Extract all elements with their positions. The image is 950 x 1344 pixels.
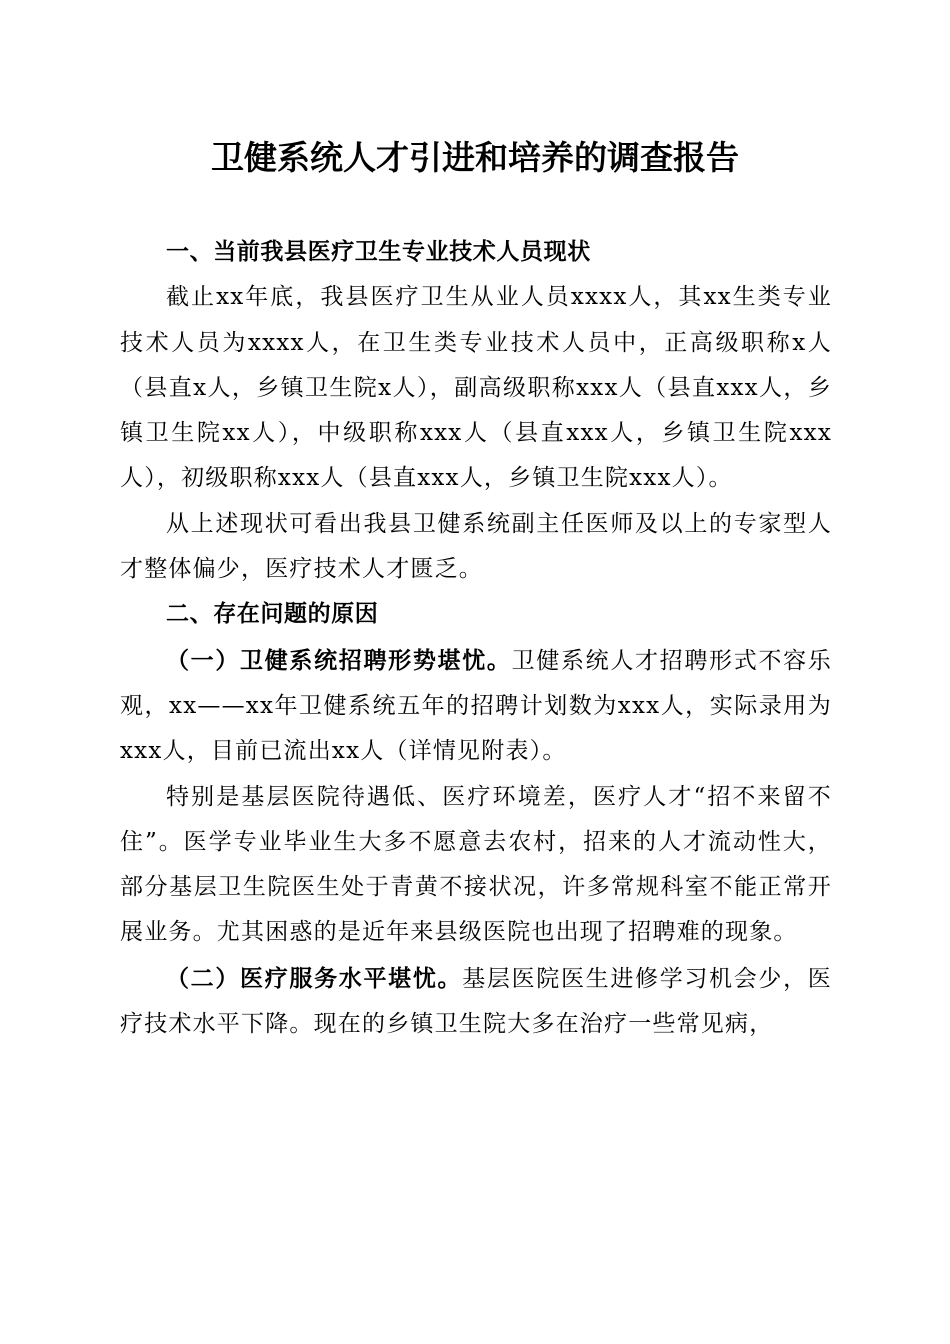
section-heading-2: 二、存在问题的原因 xyxy=(166,601,379,628)
paragraph-conclusion: 从上述现状可看出我县卫健系统副主任医师及以上的专家型人才整体偏少，医疗技术人才匮乏。 xyxy=(120,510,832,583)
document-body xyxy=(120,230,832,1047)
subheading-recruitment: （一）卫健系统招聘形势堪忧。 xyxy=(166,646,512,674)
paragraph-staff-status: 截止xx年底，我县医疗卫生从业人员xxxx人，其xx生类专业技术人员为xxxx人，在卫生类专业技术人员中，正高级职称x人（县直x人，乡镇卫生院x人），副高级职称xxx人（县直xxx人，乡镇卫生院xx人），中级职称xxx人（县直xxx人，乡镇卫生院xxx人），初级职称xxx人（县直xxx人，乡镇卫生院xxx人）。 xyxy=(120,284,832,492)
paragraph-recruitment xyxy=(120,638,832,775)
subheading-service-level: （二）医疗服务水平堪忧。 xyxy=(166,964,463,992)
service-level-text: 基层医院医生进修学习机会少，医疗技术水平下降。现在的乡镇卫生院大多在治疗一些常见病， xyxy=(120,965,832,1038)
paragraph-service-level xyxy=(120,956,832,1048)
document-title: 卫健系统人才引进和培养的调查报告 xyxy=(211,138,739,177)
section-heading-1: 一、当前我县医疗卫生专业技术人员现状 xyxy=(166,239,591,265)
recruitment-text: 卫健系统人才招聘形式不容乐观，xx——xx年卫健系统五年的招聘计划数为xxx人，实际录用为xxx人，目前已流出xx人（详情见附表）。 xyxy=(120,647,832,765)
paragraph-grassroots: 特别是基层医院待遇低、医疗环境差，医疗人才“招不来留不住”。医学专业毕业生大多不愿意去农村，招来的人才流动性大，部分基层卫生院医生处于青黄不接状况，许多常规科室不能正常开展业务。尤其困惑的是近年来县级医院也出现了招聘难的现象。 xyxy=(120,783,832,946)
